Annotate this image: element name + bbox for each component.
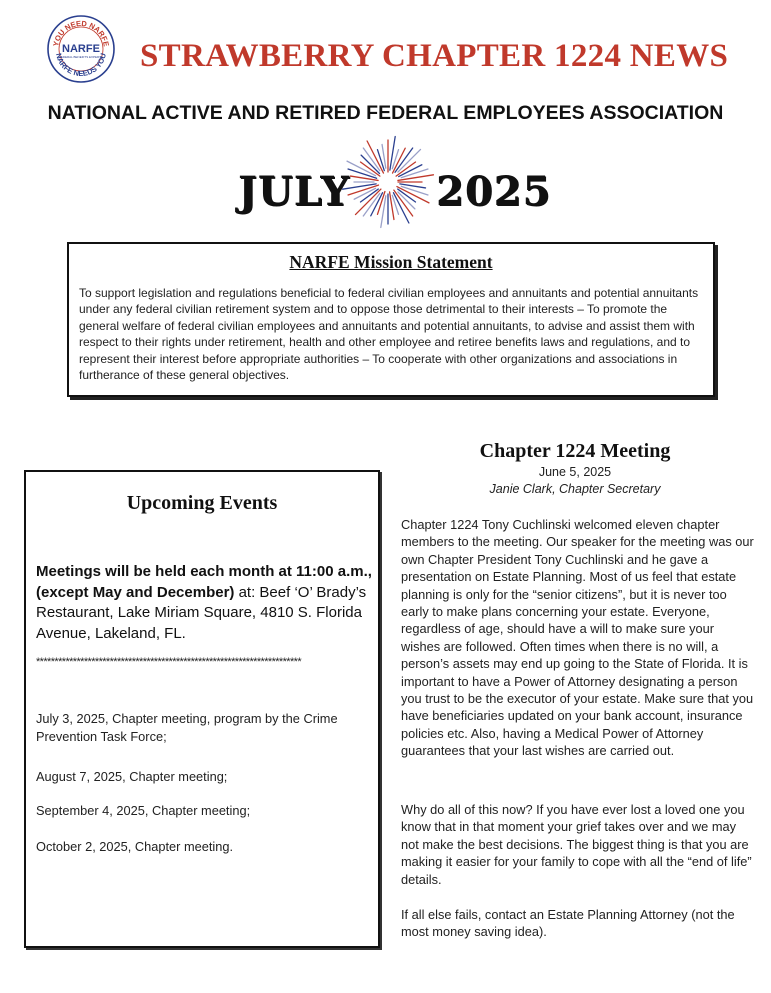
meetings-info-location: at: Beef ‘O’ Brady’s Restaurant, Lake Miriam Square, 4810 S. Florida Avenue, Lakeland, FL. bbox=[36, 583, 367, 642]
mission-statement-box bbox=[67, 242, 715, 397]
mission-heading: NARFE Mission Statement bbox=[289, 252, 493, 272]
meetings-info bbox=[36, 562, 376, 644]
firework-ray bbox=[355, 189, 380, 214]
separator: ************************************************************************ bbox=[36, 656, 302, 668]
issue-banner bbox=[230, 132, 560, 232]
event-item: August 7, 2025, Chapter meeting; bbox=[36, 769, 228, 784]
issue-month: JULY bbox=[238, 168, 350, 215]
firework-ray bbox=[390, 192, 394, 220]
meeting-paragraph: If all else fails, contact an Estate Planning Attorney (not the most money saving idea). bbox=[401, 907, 735, 940]
event-item: September 4, 2025, Chapter meeting; bbox=[36, 803, 251, 818]
meetings-info-bold: Meetings will be held each month at 11:00 a.m., (except May and December) bbox=[36, 563, 372, 601]
logo-name: NARFE bbox=[62, 43, 100, 55]
mission-text: To support legislation and regulations beneficial to federal civilian employees and annuitants and potential annuitants under any federal civilian retirement system and to oppose those detrimental to their interests – To promote the general welfare of federal civilian employees and annuitants and potential annuitants, to advise and assist them with respect to their rights under retirement, health and other employee and retiree benefits laws and regulations, and to represent their interest before appropriate authorities – To cooperate with other organizations and associations in furtherance of these general objectives. bbox=[79, 286, 699, 383]
firework-ray bbox=[343, 184, 377, 189]
meeting-heading: Chapter 1224 Meeting bbox=[479, 440, 671, 462]
narfe-logo bbox=[46, 14, 116, 84]
logo-bottom-text: NARFE NEEDS YOU bbox=[54, 52, 108, 79]
event-item: July 3, 2025, Chapter meeting, program by the Crime Prevention Task Force; bbox=[36, 711, 338, 744]
logo-top-text: YOU NEED NARFE bbox=[51, 18, 111, 48]
firework-ray bbox=[350, 176, 378, 180]
events-heading: Upcoming Events bbox=[126, 492, 278, 514]
association-title: NATIONAL ACTIVE AND RETIRED FEDERAL EMPLOYEES ASSOCIATION bbox=[47, 102, 724, 124]
issue-year: 2025 bbox=[436, 168, 552, 215]
upcoming-events-box bbox=[24, 470, 380, 948]
chapter-title: STRAWBERRY CHAPTER 1224 NEWS bbox=[140, 38, 729, 74]
meeting-paragraph: Chapter 1224 Tony Cuchlinski welcomed eleven chapter members to the meeting. Our speaker for the meeting was our own Chapter President Tony Cuchlinski and he gave a presentation on Estate Planning. Most of us feel that estate planning is only for the “senior citizens”, but it is never too early to make plans concerning your estate. Everyone, regardless of age, should have a will to make sure your wishes are followed. Often times when there is no will, a person’s assets may end up going to the State of Florida. It is important to have a Power of Attorney designating a person you trust to be the executor of your estate. Make sure that you have beneficiaries updated on your bank account, insurance policies etc. Also, having a Medical Power of Attorney guarantees that your last wishes are carried out. bbox=[401, 517, 754, 759]
logo-sub-text: FEDERAL BENEFITS EXPERTS bbox=[58, 55, 104, 59]
firework-ray bbox=[390, 137, 395, 171]
fireworks-icon bbox=[338, 134, 438, 230]
meeting-author: Janie Clark, Chapter Secretary bbox=[489, 482, 661, 496]
meeting-date: June 5, 2025 bbox=[538, 465, 612, 479]
event-item: October 2, 2025, Chapter meeting. bbox=[36, 839, 234, 854]
meeting-paragraph: Why do all of this now? If you have ever lost a loved one you know that in that moment your grief takes over and we may not make the best decisions. The biggest thing is that you are making it easier for your family to cope with all the “end of life” details. bbox=[401, 802, 752, 887]
